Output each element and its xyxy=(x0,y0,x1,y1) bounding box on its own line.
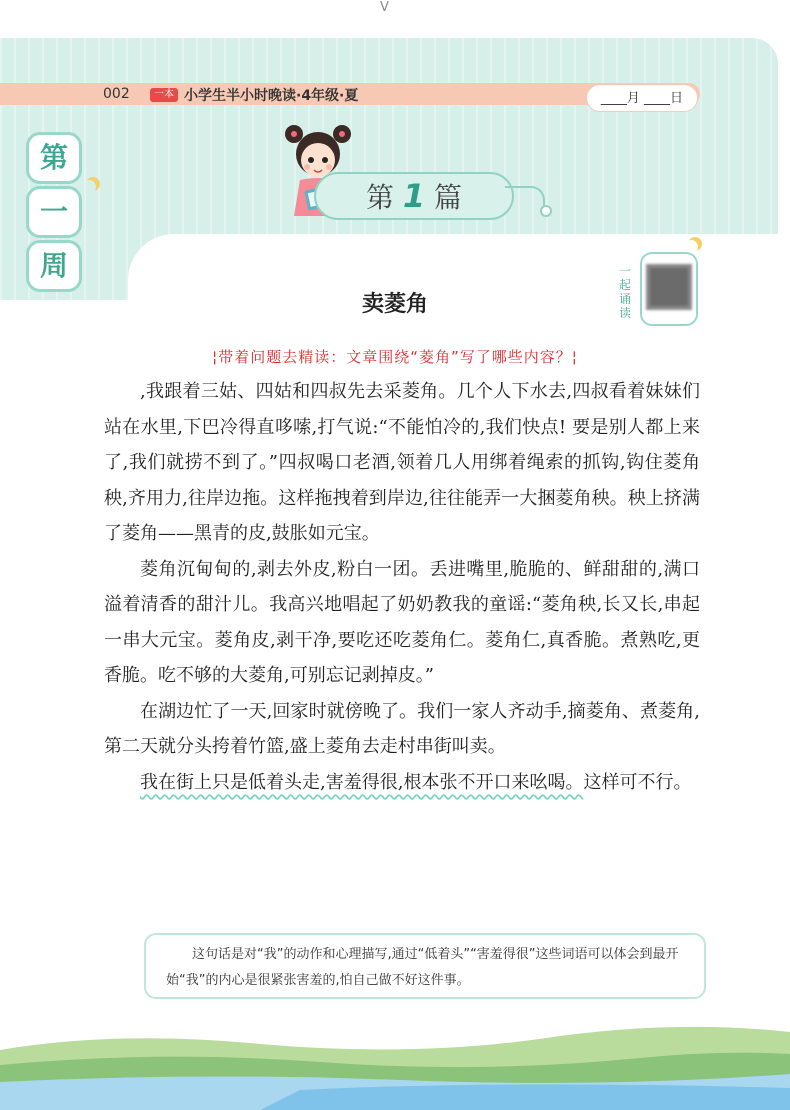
qr-label: 一起诵读 xyxy=(618,264,631,320)
article-body xyxy=(104,374,700,800)
paragraph xyxy=(104,765,700,801)
week-badge-char-3: 周 xyxy=(26,240,82,292)
week-badge-char-1: 第 xyxy=(26,132,82,184)
page-number: 002 xyxy=(103,86,130,102)
chapter-banner xyxy=(314,172,514,220)
book-tag: 一本 xyxy=(150,88,178,102)
qr-code-icon[interactable] xyxy=(646,264,692,310)
paragraph: 菱角沉甸甸的,剥去外皮,粉白一团。丢进嘴里,脆脆的、鲜甜甜的,满口溢着清香的甜汁儿。我高兴地唱起了奶奶教我的童谣:“菱角秧,长又长,串起一串大元宝。菱角皮,剥干净,要吃还吃菱角仁。菱角仁,真香脆。煮熟吃,更香脆。吃不够的大菱角,可别忘记剥掉皮。” xyxy=(104,558,700,686)
date-field: ____月 ____日 xyxy=(586,84,698,112)
guiding-question: ¦带着问题去精读：文章围绕“菱角”写了哪些内容？¦ xyxy=(212,348,578,366)
paragraph-ending: 这样可不行。 xyxy=(583,771,692,793)
annotation-note: 这句话是对“我”的动作和心理描写,通过“低着头”“害羞得很”这些词语可以体会到最开始“我”的内心是很紧张害羞的,怕自己做不好这件事。 xyxy=(144,933,706,999)
underlined-sentence: 我在街上只是低着头走,害羞得很,根本张不开口来吆喝。 xyxy=(140,771,584,793)
chapter-prefix: 第 xyxy=(365,181,394,214)
book-title: 小学生半小时晚读·4年级·夏 xyxy=(184,88,359,104)
riverside-landscape-illustration xyxy=(0,1010,790,1110)
guiding-question-text: 带着问题去精读：文章围绕“菱角”写了哪些内容？ xyxy=(218,348,572,366)
cloud-decoration xyxy=(505,186,545,210)
moon-icon xyxy=(82,180,96,194)
top-mark: V xyxy=(380,0,389,15)
paragraph: 在湖边忙了一天,回家时就傍晚了。我们一家人齐动手,摘菱角、煮菱角,第二天就分头挎着竹篮,盛上菱角去走村串街叫卖。 xyxy=(104,700,700,757)
paragraph: ,我跟着三姑、四姑和四叔先去采菱角。几个人下水去,四叔看着妹妹们站在水里,下巴冷得直哆嗦,打气说:“不能怕冷的,我们快点! 要是别人都上来了,我们就捞不到了。”四叔喝口老酒,领着几人用绑着绳索的抓钩,钩住菱角秧,齐用力,往岸边拖。这样拖拽着到岸边,往往能弄一大捆菱角秧。秧上挤满了菱角——黑青的皮,鼓胀如元宝。 xyxy=(104,381,700,544)
chapter-number: 1 xyxy=(402,177,426,215)
article-title: 卖菱角 xyxy=(361,292,428,317)
week-badge-char-2: 一 xyxy=(26,186,82,238)
cloud-dot-decoration xyxy=(540,205,552,217)
chapter-suffix: 篇 xyxy=(434,181,463,214)
